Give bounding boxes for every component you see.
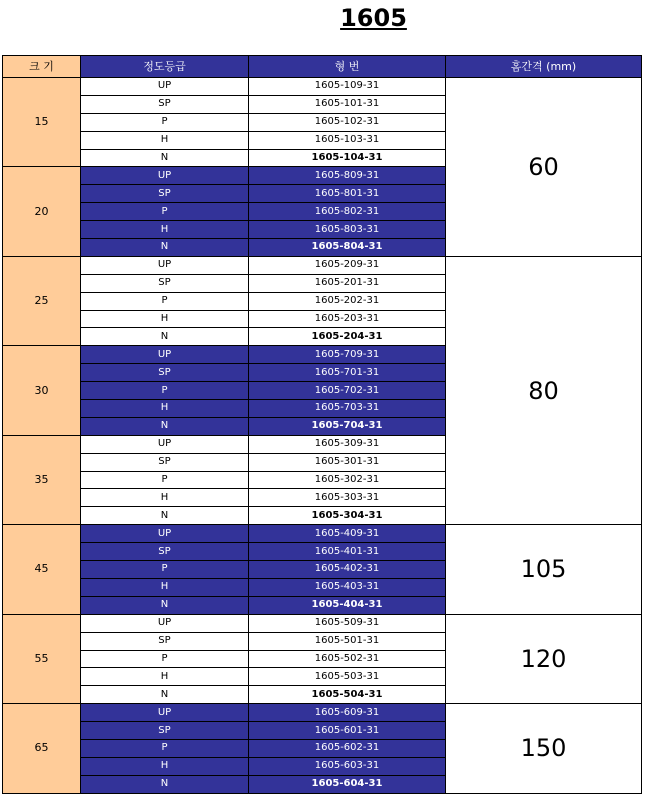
grade-cell: P: [81, 203, 249, 221]
model-cell: 1605-609-31: [249, 704, 446, 722]
grade-cell: P: [81, 292, 249, 310]
grade-cell: H: [81, 757, 249, 775]
model-cell: 1605-103-31: [249, 131, 446, 149]
grade-cell: P: [81, 113, 249, 131]
grade-cell: N: [81, 686, 249, 704]
model-cell: 1605-809-31: [249, 167, 446, 185]
model-cell: 1605-203-31: [249, 310, 446, 328]
model-cell: 1605-303-31: [249, 489, 446, 507]
model-cell: 1605-201-31: [249, 274, 446, 292]
model-cell: 1605-503-31: [249, 668, 446, 686]
model-cell: 1605-204-31: [249, 328, 446, 346]
model-cell: 1605-403-31: [249, 578, 446, 596]
grade-cell: UP: [81, 256, 249, 274]
model-cell: 1605-501-31: [249, 632, 446, 650]
grade-column-header: 정도등급: [81, 56, 249, 78]
model-cell: 1605-101-31: [249, 95, 446, 113]
model-cell: 1605-104-31: [249, 149, 446, 167]
model-cell: 1605-309-31: [249, 435, 446, 453]
pitch-column-header: 홈간격 (mm): [446, 56, 642, 78]
model-cell: 1605-109-31: [249, 78, 446, 96]
model-cell: 1605-502-31: [249, 650, 446, 668]
grade-cell: H: [81, 400, 249, 418]
grade-cell: UP: [81, 614, 249, 632]
model-cell: 1605-601-31: [249, 722, 446, 740]
size-cell: 25: [3, 256, 81, 345]
table-row: [3, 256, 642, 274]
model-cell: 1605-801-31: [249, 185, 446, 203]
size-column-header: 크 기: [3, 56, 81, 78]
size-cell: 30: [3, 346, 81, 435]
model-cell: 1605-301-31: [249, 453, 446, 471]
model-cell: 1605-604-31: [249, 775, 446, 793]
model-cell: 1605-603-31: [249, 757, 446, 775]
grade-cell: SP: [81, 722, 249, 740]
table-row: [3, 525, 642, 543]
size-cell: 65: [3, 704, 81, 793]
grade-cell: SP: [81, 274, 249, 292]
grade-cell: H: [81, 668, 249, 686]
model-cell: 1605-504-31: [249, 686, 446, 704]
model-cell: 1605-701-31: [249, 364, 446, 382]
grade-cell: P: [81, 382, 249, 400]
grade-cell: H: [81, 489, 249, 507]
model-cell: 1605-602-31: [249, 739, 446, 757]
grade-cell: UP: [81, 346, 249, 364]
grade-cell: H: [81, 310, 249, 328]
model-cell: 1605-803-31: [249, 221, 446, 239]
size-cell: 20: [3, 167, 81, 256]
grade-cell: P: [81, 561, 249, 579]
grade-cell: SP: [81, 95, 249, 113]
table-row: [3, 614, 642, 632]
table-row: [3, 78, 642, 96]
model-cell: 1605-702-31: [249, 382, 446, 400]
header-row: [3, 56, 642, 78]
grade-cell: UP: [81, 435, 249, 453]
model-cell: 1605-302-31: [249, 471, 446, 489]
table-row: [3, 704, 642, 722]
grade-cell: P: [81, 471, 249, 489]
pitch-cell: 120: [446, 614, 642, 703]
grade-cell: SP: [81, 364, 249, 382]
pitch-cell: 80: [446, 256, 642, 524]
model-cell: 1605-704-31: [249, 417, 446, 435]
grade-cell: SP: [81, 453, 249, 471]
grade-cell: H: [81, 578, 249, 596]
model-cell: 1605-304-31: [249, 507, 446, 525]
grade-cell: P: [81, 650, 249, 668]
grade-cell: SP: [81, 632, 249, 650]
grade-cell: N: [81, 239, 249, 257]
grade-cell: SP: [81, 185, 249, 203]
grade-cell: H: [81, 221, 249, 239]
grade-cell: P: [81, 739, 249, 757]
grade-cell: UP: [81, 167, 249, 185]
grade-cell: N: [81, 417, 249, 435]
grade-cell: UP: [81, 704, 249, 722]
model-cell: 1605-401-31: [249, 543, 446, 561]
model-cell: 1605-409-31: [249, 525, 446, 543]
model-cell: 1605-402-31: [249, 561, 446, 579]
model-cell: 1605-404-31: [249, 596, 446, 614]
grade-cell: N: [81, 596, 249, 614]
spec-table: [2, 55, 642, 794]
grade-cell: N: [81, 328, 249, 346]
model-column-header: 형 번: [249, 56, 446, 78]
grade-cell: UP: [81, 78, 249, 96]
model-cell: 1605-709-31: [249, 346, 446, 364]
grade-cell: N: [81, 775, 249, 793]
model-cell: 1605-804-31: [249, 239, 446, 257]
model-cell: 1605-802-31: [249, 203, 446, 221]
size-cell: 45: [3, 525, 81, 614]
grade-cell: N: [81, 149, 249, 167]
model-cell: 1605-703-31: [249, 400, 446, 418]
grade-cell: N: [81, 507, 249, 525]
model-cell: 1605-102-31: [249, 113, 446, 131]
pitch-cell: 150: [446, 704, 642, 793]
grade-cell: SP: [81, 543, 249, 561]
pitch-cell: 60: [446, 78, 642, 257]
pitch-cell: 105: [446, 525, 642, 614]
model-cell: 1605-209-31: [249, 256, 446, 274]
grade-cell: H: [81, 131, 249, 149]
size-cell: 15: [3, 78, 81, 167]
page-title: 1605: [340, 4, 407, 32]
model-cell: 1605-202-31: [249, 292, 446, 310]
grade-cell: UP: [81, 525, 249, 543]
size-cell: 35: [3, 435, 81, 524]
size-cell: 55: [3, 614, 81, 703]
model-cell: 1605-509-31: [249, 614, 446, 632]
